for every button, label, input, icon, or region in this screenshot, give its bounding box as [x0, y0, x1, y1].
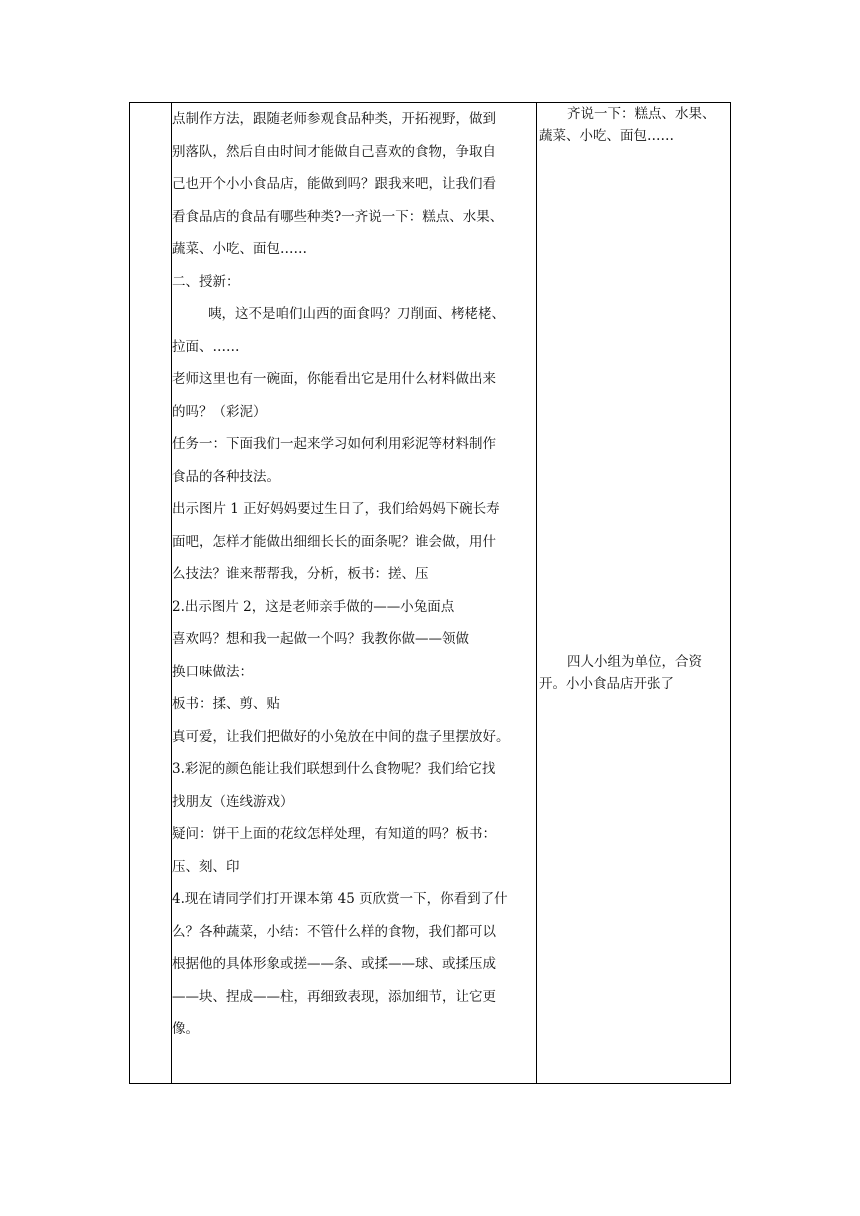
text-line: 蔬菜、小吃、面包…… — [172, 241, 307, 257]
lesson-plan-table — [129, 102, 731, 1084]
text-line: 疑问：饼干上面的花纹怎样处理，有知道的吗？板书： — [172, 826, 496, 842]
text-line: 看食品店的食品有哪些种类?一齐说一下：糕点、水果、 — [172, 208, 504, 225]
text-line: 咦，这不是咱们山西的面食吗？刀削面、栲栳栳、 — [208, 306, 505, 322]
text-line: 的吗？（彩泥） — [172, 403, 267, 420]
text-line: 食品的各种技法。 — [172, 468, 280, 485]
teaching-process-cell — [172, 103, 537, 1084]
section-heading: 二、授新： — [172, 273, 240, 290]
teaching-process-text — [172, 103, 536, 1083]
text-line: 出示图片 1 正好妈妈要过生日了，我们给妈妈下碗长寿 — [172, 501, 500, 517]
text-line: ——块、捏成——柱，再细致表现，添加细节，让它更 — [172, 988, 496, 1005]
left-margin-cell — [130, 103, 172, 1084]
text-line: 压、刻、印 — [172, 858, 240, 875]
text-line: 像。 — [172, 1021, 199, 1037]
text-line: 根据他的具体形象或搓——条、或揉——球、或揉压成 — [172, 956, 496, 972]
text-line: 2.出示图片 2，这是老师亲手做的——小兔面点 — [172, 598, 455, 615]
text-line: 己也开个小小食品店，能做到吗？跟我来吧，让我们看 — [172, 176, 496, 192]
side-line: 四人小组为单位，合资 — [567, 654, 702, 670]
text-line: 4.现在请同学们打开课本第 45 页欣赏一下，你看到了什 — [172, 891, 508, 907]
text-line: 别落队，然后自由时间才能做自己喜欢的食物，争取自 — [172, 143, 496, 160]
text-line: 任务一：下面我们一起来学习如何利用彩泥等材料制作 — [172, 436, 496, 452]
side-line: 蔬菜、小吃、面包…… — [539, 128, 674, 144]
text-line: 点制作方法，跟随老师参观食品种类，开拓视野，做到 — [172, 111, 496, 127]
text-line: 喜欢吗？想和我一起做一个吗？我教你做——领做 — [172, 631, 469, 647]
text-line: 老师这里也有一碗面，你能看出它是用什么材料做出来 — [172, 371, 496, 387]
text-line: 面吧，怎样才能做出细细长长的面条呢？谁会做，用什 — [172, 533, 496, 550]
text-line: 拉面、…… — [172, 338, 240, 355]
side-line: 齐说一下：糕点、水果、 — [567, 106, 716, 122]
text-line: 么技法？谁来帮帮我，分析，板书：搓、压 — [172, 566, 429, 582]
student-activity-text — [537, 103, 730, 695]
text-line: 3.彩泥的颜色能让我们联想到什么食物呢？我们给它找 — [172, 761, 496, 777]
text-line: 换口味做法： — [172, 663, 253, 680]
text-line: 真可爱，让我们把做好的小兔放在中间的盘子里摆放好。 — [172, 728, 510, 745]
text-line: 么？各种蔬菜，小结：不管什么样的食物，我们都可以 — [172, 923, 496, 940]
side-line: 开。小小食品店开张了 — [539, 676, 674, 692]
student-activity-cell — [537, 103, 731, 1084]
table-row — [130, 103, 731, 1084]
text-line: 找朋友（连线游戏） — [172, 793, 294, 810]
text-line: 板书：揉、剪、贴 — [172, 696, 280, 712]
